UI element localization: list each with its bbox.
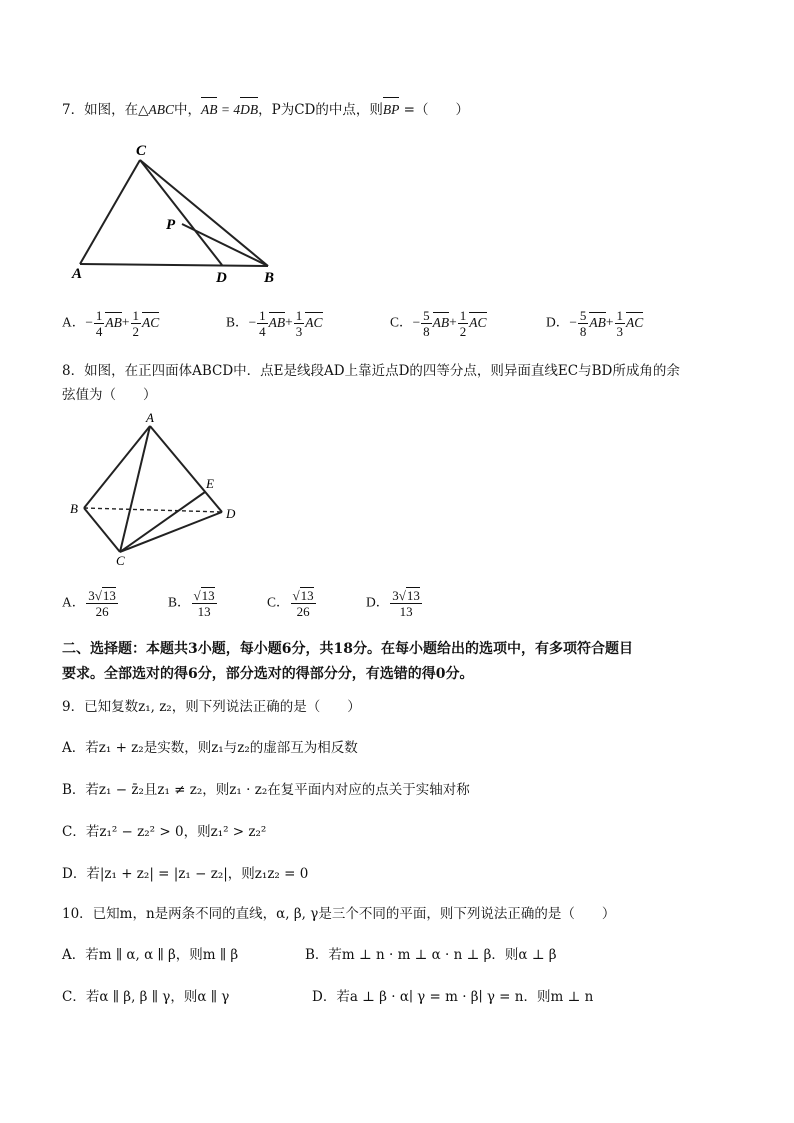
q10-option-c[interactable]: C．若α ∥ β, β ∥ γ，则α ∥ γ (62, 989, 230, 1005)
q10-option-a[interactable]: A．若m ∥ α, α ∥ β，则m ∥ β (62, 947, 239, 963)
label-a: A (72, 266, 83, 282)
q9-option-a[interactable]: A．若z₁ + z₂是实数，则z₁与z₂的虚部互为相反数 (62, 740, 358, 756)
q7-option-a[interactable]: A．− $\frac{1}{4}$ AB+ $\frac{1}{2}$ AC (62, 308, 160, 339)
label-d: D (226, 506, 236, 521)
label-e: E (206, 476, 214, 491)
label-b: B (264, 270, 275, 286)
q8-option-b[interactable]: B． $\frac{√13}{13}$ (168, 588, 215, 619)
q8-option-d[interactable]: D． $\frac{3√13}{13}$ (366, 588, 420, 619)
q7-stem: 7．如图，在△ABC中，AB = 4DB，P为CD的中点，则BP =（ ） (62, 102, 469, 118)
q10-option-b[interactable]: B．若m ⊥ n · m ⊥ α · n ⊥ β．则α ⊥ β (305, 947, 557, 963)
label-a: A (146, 410, 154, 425)
section2-heading-line2: 要求。全部选对的得6分，部分选对的得部分分，有选错的得0分。 (62, 666, 474, 682)
label-p: P (166, 217, 176, 233)
q7-option-b[interactable]: B．− $\frac{1}{4}$ AB+ $\frac{1}{3}$ AC (226, 308, 323, 339)
q9-stem: 9．已知复数z₁, z₂，则下列说法正确的是（ ） (62, 699, 361, 715)
q8-stem-line2: 弦值为（ ） (62, 387, 157, 403)
label-d: D (216, 270, 227, 286)
q9-option-b[interactable]: B．若z₁ − z̄₂且z₁ ≠ z₂，则z₁ · z₂在复平面内对应的点关于实轴对称 (62, 782, 470, 798)
q7-option-d[interactable]: D．− $\frac{5}{8}$ AB+ $\frac{1}{3}$ AC (546, 308, 644, 339)
q8-stem-line1: 8．如图，在正四面体ABCD中．点E是线段AD上靠近点D的四等分点，则异面直线EC与BD所成角的余 (62, 363, 680, 379)
q8-option-a[interactable]: A． $\frac{3√13}{26}$ (62, 588, 116, 619)
q8-tetrahedron-figure (62, 408, 252, 568)
q8-option-c[interactable]: C． $\frac{√13}{26}$ (267, 588, 314, 619)
q10-option-d[interactable]: D．若a ⊥ β · α∣ γ = m · β∣ γ = n．则m ⊥ n (312, 989, 594, 1005)
section2-heading-line1: 二、选择题：本题共3小题，每小题6分，共18分。在每小题给出的选项中，有多项符合题目 (62, 641, 633, 657)
label-c: C (136, 143, 147, 159)
q9-option-d[interactable]: D．若|z₁ + z₂| = |z₁ − z₂|，则z₁z₂ = 0 (62, 866, 309, 882)
label-c: C (116, 553, 125, 568)
q10-stem: 10．已知m，n是两条不同的直线，α, β, γ是三个不同的平面，则下列说法正确的是（ ） (62, 906, 616, 922)
q7-triangle-figure (62, 140, 292, 290)
q9-option-c[interactable]: C．若z₁² − z₂² > 0，则z₁² > z₂² (62, 824, 267, 840)
label-b: B (70, 501, 78, 516)
vector-ab: AB (201, 100, 218, 120)
vector-bp: BP (383, 100, 400, 120)
vector-db: DB (240, 100, 258, 120)
q7-option-c[interactable]: C．− $\frac{5}{8}$ AB+ $\frac{1}{2}$ AC (390, 308, 487, 339)
